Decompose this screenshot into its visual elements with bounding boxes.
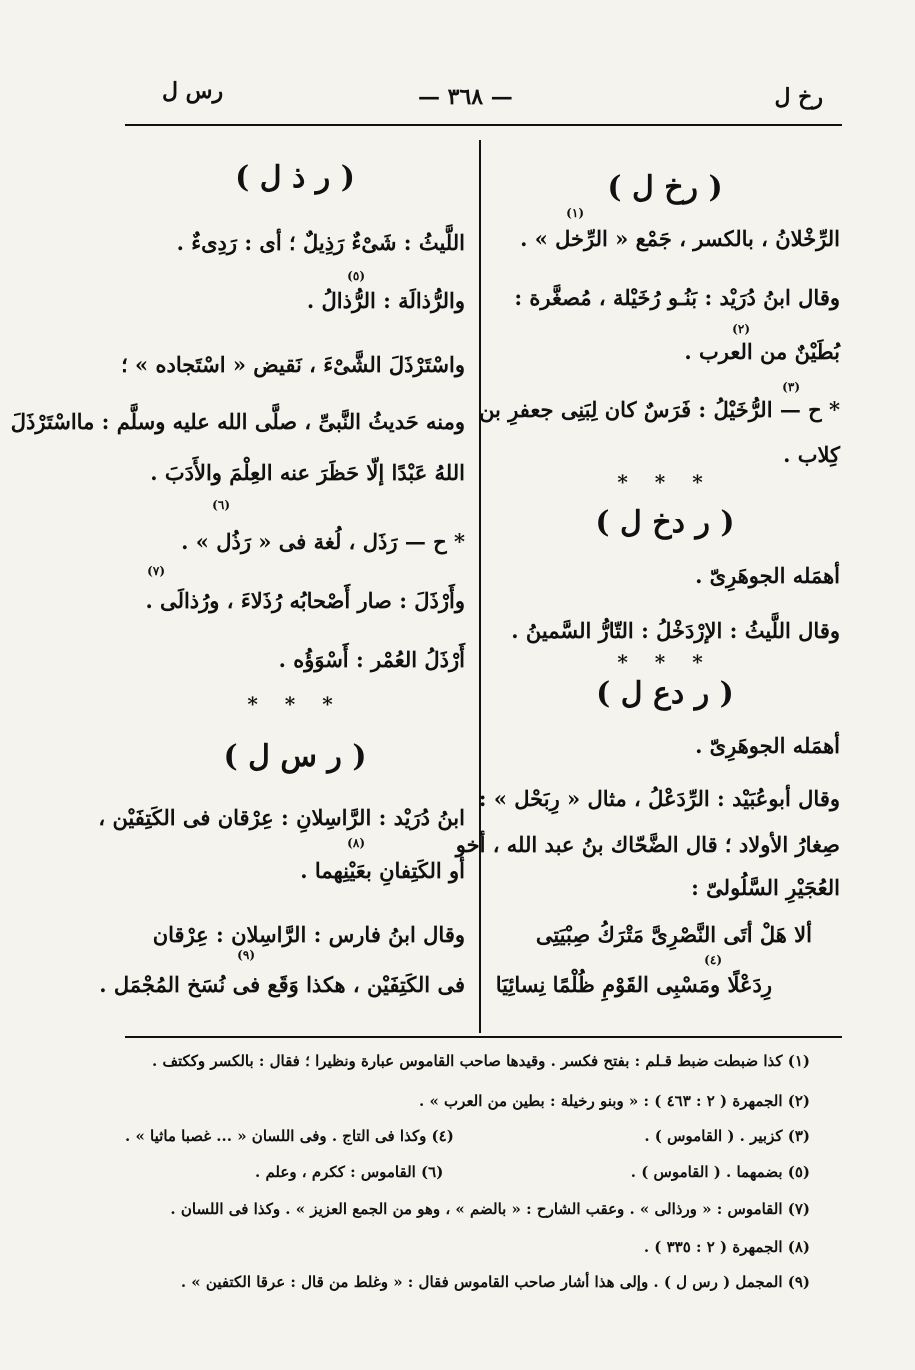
entry-line: أَرْذَلُ العُمْر : أَسْوَؤُه . (278, 647, 465, 672)
entry-line: اللَّيثُ : شَىْءٌ رَذِيلٌ ؛ أى : رَدِىءٌ . (176, 230, 465, 255)
entry-line: أهمَله الجوهَرِىّ . (695, 563, 840, 588)
footnote-marker: (٥) (347, 269, 365, 283)
column-divider (479, 140, 481, 1033)
footnote-9: (٩) المجمل ( رس ل ) . وإلى هذا أشار صاحب القاموس فقال : « وغلط من قال : عرقا الكتفين » . (180, 1273, 810, 1291)
entry-line: فى الكَتِفَيْن ، هكذا وَقَع فى نُسَخ المُجْمَل . (99, 972, 465, 997)
entry-line: وقال أبوعُبَيْد : الرِّدَعْلُ ، مثال « رِبَحْل » : (478, 786, 840, 811)
footnote-marker: (٨) (347, 836, 365, 850)
entry-line: * ح — رَذَل ، لُغة فى « رَذُل » . (181, 529, 465, 554)
section-title-rdl: ( ر دع ل ) (596, 676, 734, 711)
entry-line: أهمَله الجوهَرِىّ . (695, 733, 840, 758)
footnote-1: (١) كذا ضبطت ضبط قـلم : بفتح فكسر . وقيدها صاحب القاموس عبارة ونظيرا ؛ فقال : بالكسر وككتف . (152, 1052, 810, 1070)
entry-line: ومنه حَديثُ النَّبىِّ ، صلَّى الله عليه وسلَّم : مااسْتَرْذَلَ (10, 409, 465, 434)
footnote-rule (125, 1036, 842, 1038)
footnote-2: (٢) الجمهرة ( ٢ : ٤٦٣ ) : « وبنو رخيلة : بطين من العرب » . (419, 1092, 810, 1110)
entry-line: اللهُ عَبْدًا إلّا حَظَرَ عنه العِلْمَ والأَدَبَ . (150, 460, 465, 485)
entry-line: ابنُ دُرَيْد : الرَّاسِلانِ : عِرْقان فى الكَتِفَيْن ، (98, 805, 465, 830)
verse-line: ألا هَلْ أتَى النَّصْرِىَّ مَتْرَكُ صِبْيَتِى (535, 922, 812, 947)
footnote-5: (٥) بضمهما . ( القاموس ) . (630, 1163, 810, 1181)
footnote-marker: (٤) (704, 953, 722, 967)
section-title-rdkhl: ( ر دخ ل ) (595, 505, 735, 540)
entry-line: صِغارُ الأولاد ؛ قال الضَّحّاك بنُ عبد الله ، أخو (455, 832, 840, 857)
footnote-marker: (٦) (212, 498, 230, 512)
entry-line: وقال ابنُ فارس : الرَّاسِلان : عِرْقان (152, 922, 465, 947)
entry-line: وقال اللَّيثُ : الإرْدَخْلُ : التّارُّ السَّمينُ . (511, 618, 840, 643)
footnote-marker: (٣) (782, 380, 800, 394)
footnote-marker: (٩) (237, 948, 255, 962)
header-root-left: رس ل (162, 78, 224, 104)
entry-line: * ح — الرُّخَيْلُ : فَرَسٌ كان لِبَنِى جعفرِ بن (479, 397, 840, 422)
footnote-marker: (٧) (147, 564, 165, 578)
footnote-7: (٧) القاموس : « ورذالى » . وعقب الشارح : « بالضم » ، وهو من الجمع العزيز » . وكذا فى اللسان . (170, 1200, 810, 1218)
entry-line: وأَرْذَلَ : صار أَصْحابُه رُذَلاءَ ، ورُذالَى . (145, 588, 465, 613)
entry-line: كِلاب . (783, 442, 840, 467)
entry-line: والرُّذالَة : الرُّذالُ . (306, 288, 465, 313)
entry-line: بُطَيْنٌ من العرب . (684, 339, 840, 364)
separator-stars: * * * (617, 650, 713, 674)
separator-stars: * * * (617, 470, 713, 494)
separator-stars: * * * (247, 692, 343, 716)
entry-line: أو الكَتِفانِ بعَيْنِهما . (300, 858, 465, 883)
footnote-6: (٦) القاموس : ككرم ، وعلم . (255, 1163, 444, 1181)
footnote-marker: (١) (566, 206, 584, 220)
section-title-rsl: ( ر س ل ) (223, 739, 367, 774)
page-number: — ٣٦٨ — (418, 84, 513, 110)
footnote-8: (٨) الجمهرة ( ٢ : ٣٣٥ ) . (643, 1238, 810, 1256)
entry-line: العُجَيْرِ السَّلُولىّ : (691, 875, 840, 900)
section-title-rkhl: ( رخ ل ) (607, 170, 723, 205)
entry-line: وقال ابنُ دُرَيْد : بَنُـو رُخَيْلة ، مُصغَّرة : (514, 285, 840, 310)
entry-line: واسْتَرْذَلَ الشَّىْءَ ، نَقيض « اسْتَجاده » ؛ (121, 352, 465, 377)
verse-line: رِدَعْلًا ومَسْبِى القَوْمِ ظُلْمًا نِسائِيَا (495, 972, 772, 997)
section-title-rdhl: ( ر ذ ل ) (235, 160, 355, 195)
left-column (10, 0, 465, 1030)
footnote-marker: (٢) (732, 322, 750, 336)
entry-line: الرِّخْلانُ ، بالكسر ، جَمْع « الرِّخل » . (520, 226, 840, 251)
footnote-3: (٣) كزبير . ( القاموس ) . (644, 1127, 810, 1145)
footnote-4: (٤) وكذا فى التاج . وفى اللسان « ... غصبا ماثيا » . (125, 1127, 454, 1145)
header-root-right: رخ ل (774, 84, 823, 110)
